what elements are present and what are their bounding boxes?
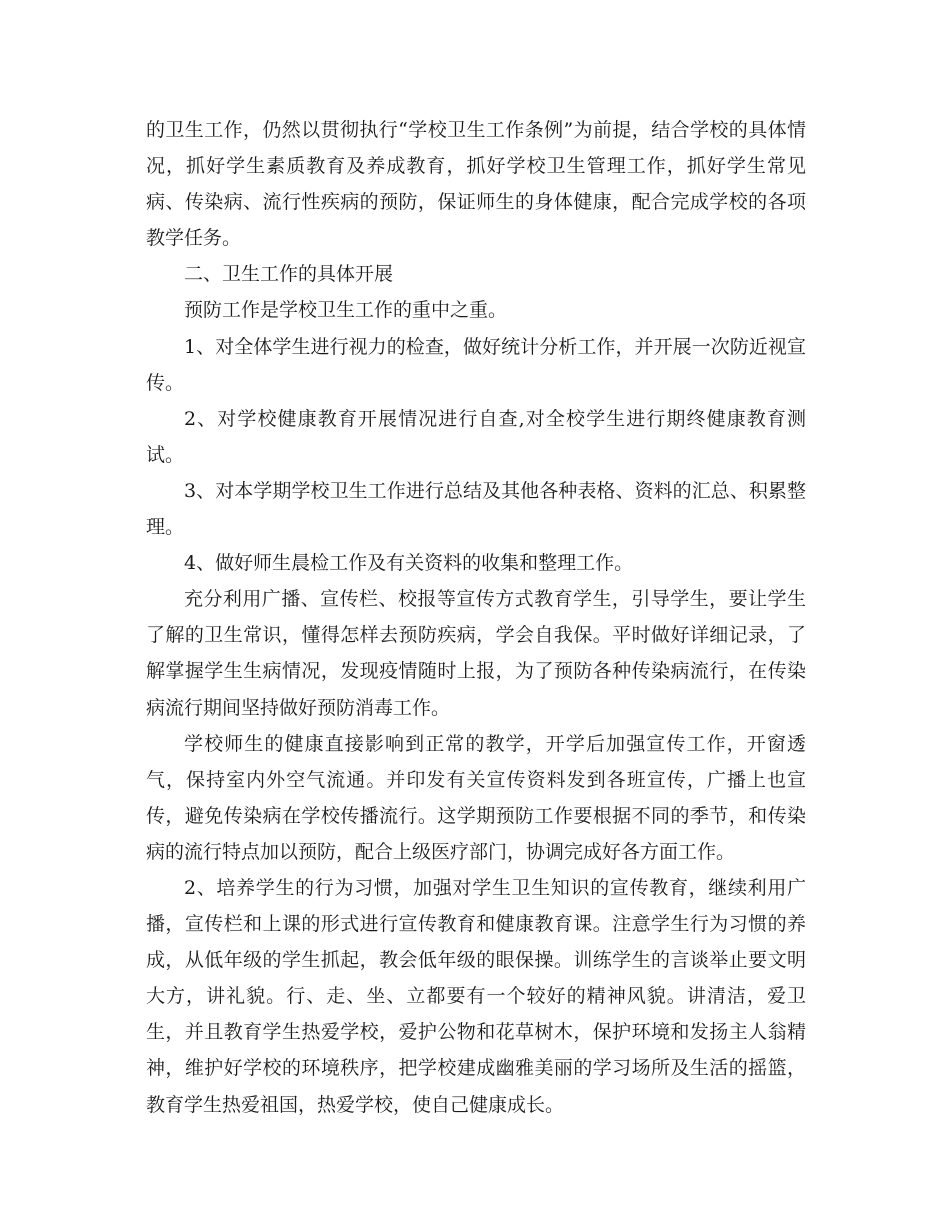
- paragraph: 预防工作是学校卫生工作的重中之重。: [184, 299, 508, 322]
- paragraph-continuation: 的卫生工作，仍然以贯彻执行“学校卫生工作条例”为前提，结合学校的具体情况，抓好学生素质教育及养成教育，抓好学校卫生管理工作，抓好学生常见病、传染病、流行性疾病的预防，保证师生的身体健康，配合完成学校的各项教学任务。: [146, 119, 806, 250]
- section-heading: 二、卫生工作的具体开展: [184, 263, 394, 286]
- paragraph: 2、培养学生的行为习惯，加强对学生卫生知识的宣传教育，继续利用广播，宣传栏和上课的形式进行宣传教育和健康教育课。注意学生行为习惯的养成，从低年级的学生抓起，教会低年级的眼保操。训练学生的言谈举止要文明大方，讲礼貌。行、走、坐、立都要有一个较好的精神风貌。讲清洁，爱卫生，并且教育学生热爱学校，爱护公物和花草树木，保护环境和发扬主人翁精神，维护好学校的环境秩序，把学校建成幽雅美丽的学习场所及生活的摇篮，教育学生热爱祖国，热爱学校，使自己健康成长。: [146, 876, 806, 1116]
- list-item: 2、对学校健康教育开展情况进行自查,对全校学生进行期终健康教育测试。: [146, 407, 806, 466]
- document-page: [146, 112, 806, 1123]
- list-item: 4、做好师生晨检工作及有关资料的收集和整理工作。: [184, 552, 634, 575]
- list-item: 3、对本学期学校卫生工作进行总结及其他各种表格、资料的汇总、积累整理。: [146, 479, 806, 539]
- list-item: 1、对全体学生进行视力的检查，做好统计分析工作，并开展一次防近视宣传。: [146, 335, 806, 394]
- paragraph: 学校师生的健康直接影响到正常的教学，开学后加强宣传工作，开窗透气，保持室内外空气流通。并印发有关宣传资料发到各班宣传，广播上也宣传，避免传染病在学校传播流行。这学期预防工作要根据不同的季节，和传染病的流行特点加以预防，配合上级医疗部门，协调完成好各方面工作。: [146, 732, 806, 863]
- paragraph: 充分利用广播、宣传栏、校报等宣传方式教育学生，引导学生，要让学生了解的卫生常识，懂得怎样去预防疾病，学会自我保。平时做好详细记录，了解掌握学生生病情况，发现疫情随时上报，为了预防各种传染病流行，在传染病流行期间坚持做好预防消毒工作。: [146, 588, 806, 719]
